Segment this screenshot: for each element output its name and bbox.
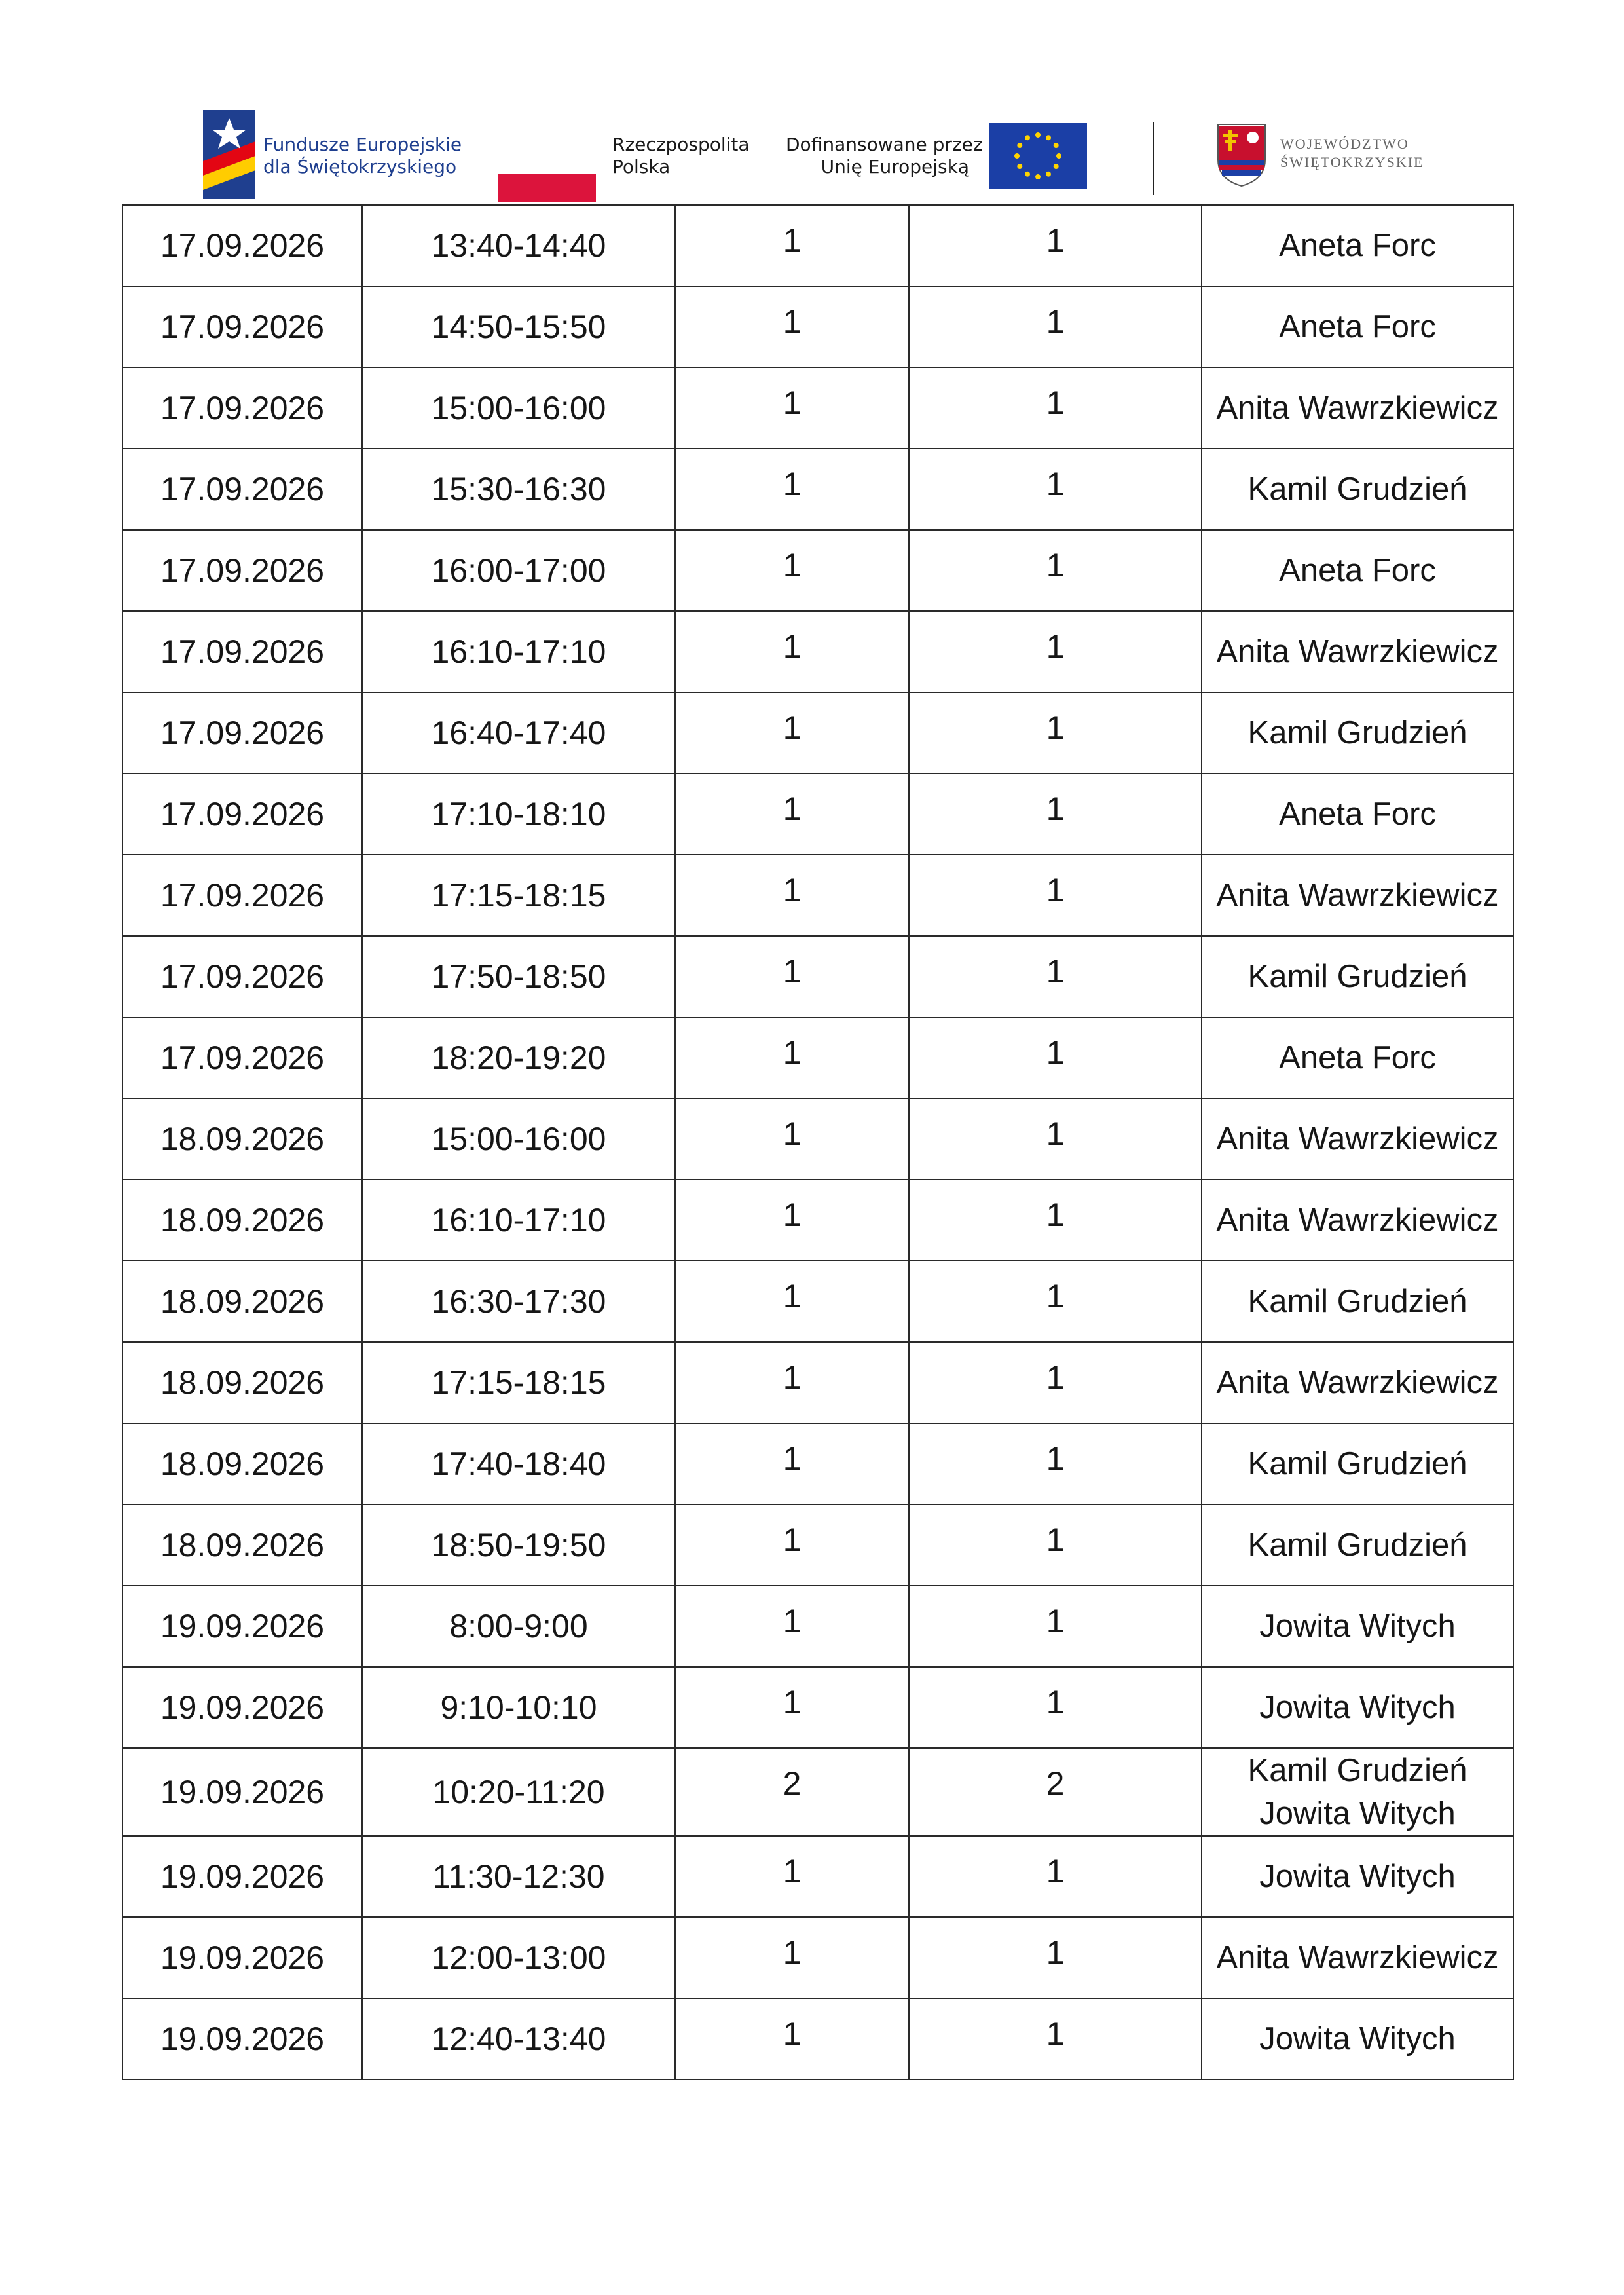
teacher-cell xyxy=(1202,1342,1513,1423)
table-row xyxy=(122,1586,1513,1667)
teacher-name: Aneta Forc xyxy=(1279,309,1436,345)
table-row xyxy=(122,1423,1513,1504)
teacher-cell xyxy=(1202,1917,1513,1998)
teacher-cell xyxy=(1202,692,1513,774)
time-cell: 15:00-16:00 xyxy=(362,1098,675,1180)
teacher-name: Aneta Forc xyxy=(1279,796,1436,832)
date-cell: 17.09.2026 xyxy=(122,286,362,367)
teacher-name: Kamil Grudzień xyxy=(1247,1527,1467,1563)
teacher-name: Kamil Grudzień xyxy=(1247,959,1467,994)
count-cell: 1 xyxy=(909,936,1202,1017)
teacher-name: Aneta Forc xyxy=(1279,1040,1436,1075)
wojewodztwo-label xyxy=(1280,135,1424,172)
teacher-name: Anita Wawrzkiewicz xyxy=(1216,390,1499,426)
table-row xyxy=(122,1748,1513,1836)
table-row xyxy=(122,1180,1513,1261)
time-cell: 16:10-17:10 xyxy=(362,1180,675,1261)
rp-line-2: Polska xyxy=(612,156,671,177)
table-row xyxy=(122,1667,1513,1748)
teacher-cell xyxy=(1202,1667,1513,1748)
count-cell: 1 xyxy=(909,1342,1202,1423)
count-cell: 1 xyxy=(909,530,1202,611)
teacher-cell xyxy=(1202,1261,1513,1342)
teacher-cell xyxy=(1202,855,1513,936)
count-cell: 1 xyxy=(675,530,909,611)
table-row xyxy=(122,449,1513,530)
count-cell: 1 xyxy=(909,1261,1202,1342)
count-cell: 1 xyxy=(909,286,1202,367)
rzeczpospolita-label xyxy=(612,134,750,178)
teacher-name: Aneta Forc xyxy=(1279,553,1436,588)
time-cell: 17:10-18:10 xyxy=(362,774,675,855)
woj-line-1: WOJEWÓDZTWO xyxy=(1280,136,1409,152)
date-cell: 17.09.2026 xyxy=(122,530,362,611)
teacher-cell xyxy=(1202,205,1513,286)
teacher-cell xyxy=(1202,1748,1513,1836)
table-row xyxy=(122,936,1513,1017)
teacher-cell xyxy=(1202,449,1513,530)
date-cell: 18.09.2026 xyxy=(122,1342,362,1423)
date-cell: 19.09.2026 xyxy=(122,1667,362,1748)
teacher-cell xyxy=(1202,1017,1513,1098)
count-cell: 1 xyxy=(675,1098,909,1180)
eu-flag-icon xyxy=(989,123,1087,189)
count-cell: 1 xyxy=(909,1917,1202,1998)
eu-star-icon xyxy=(1046,172,1051,177)
count-cell: 1 xyxy=(909,1586,1202,1667)
eu-star-icon xyxy=(1054,143,1059,148)
count-cell: 1 xyxy=(909,611,1202,692)
teacher-cell xyxy=(1202,774,1513,855)
time-cell: 16:40-17:40 xyxy=(362,692,675,774)
time-cell: 15:00-16:00 xyxy=(362,367,675,449)
teacher-name: Jowita Witych xyxy=(1259,2021,1456,2057)
date-cell: 17.09.2026 xyxy=(122,205,362,286)
teacher-cell xyxy=(1202,611,1513,692)
date-cell: 18.09.2026 xyxy=(122,1098,362,1180)
teacher-name: Jowita Witych xyxy=(1259,1690,1456,1725)
count-cell: 1 xyxy=(909,1423,1202,1504)
time-cell: 10:20-11:20 xyxy=(362,1748,675,1836)
ue-line-1: Dofinansowane przez xyxy=(786,134,983,155)
eu-star-icon xyxy=(1025,172,1030,177)
count-cell: 1 xyxy=(675,1180,909,1261)
rp-line-1: Rzeczpospolita xyxy=(612,134,750,155)
teacher-name: Jowita Witych xyxy=(1259,1796,1456,1831)
teacher-name: Jowita Witych xyxy=(1259,1609,1456,1644)
teacher-name: Aneta Forc xyxy=(1279,228,1436,263)
teacher-cell xyxy=(1202,1504,1513,1586)
teacher-cell xyxy=(1202,936,1513,1017)
table-row xyxy=(122,774,1513,855)
date-cell: 19.09.2026 xyxy=(122,1998,362,2080)
polish-flag-icon xyxy=(498,145,596,202)
count-cell: 1 xyxy=(675,855,909,936)
table-row xyxy=(122,1098,1513,1180)
count-cell: 1 xyxy=(675,1998,909,2080)
count-cell: 1 xyxy=(909,774,1202,855)
count-cell: 1 xyxy=(675,1504,909,1586)
date-cell: 18.09.2026 xyxy=(122,1504,362,1586)
time-cell: 16:10-17:10 xyxy=(362,611,675,692)
time-cell: 17:15-18:15 xyxy=(362,1342,675,1423)
teacher-cell xyxy=(1202,286,1513,367)
table-row xyxy=(122,1998,1513,2080)
time-cell: 17:15-18:15 xyxy=(362,855,675,936)
time-cell: 15:30-16:30 xyxy=(362,449,675,530)
eu-star-icon xyxy=(1035,174,1041,179)
count-cell: 1 xyxy=(675,692,909,774)
teacher-cell xyxy=(1202,1836,1513,1917)
time-cell: 17:40-18:40 xyxy=(362,1423,675,1504)
header-divider xyxy=(1153,122,1154,195)
table-row xyxy=(122,1261,1513,1342)
wojewodztwo-crest-icon xyxy=(1215,122,1268,187)
time-cell: 14:50-15:50 xyxy=(362,286,675,367)
logo-strip xyxy=(196,110,1428,202)
eu-star-icon xyxy=(1035,132,1041,138)
count-cell: 1 xyxy=(675,1423,909,1504)
count-cell: 1 xyxy=(675,1586,909,1667)
teacher-cell xyxy=(1202,367,1513,449)
date-cell: 19.09.2026 xyxy=(122,1836,362,1917)
time-cell: 17:50-18:50 xyxy=(362,936,675,1017)
time-cell: 16:30-17:30 xyxy=(362,1261,675,1342)
count-cell: 1 xyxy=(675,936,909,1017)
teacher-cell xyxy=(1202,530,1513,611)
woj-line-2: ŚWIĘTOKRZYSKIE xyxy=(1280,154,1424,170)
date-cell: 19.09.2026 xyxy=(122,1748,362,1836)
count-cell: 1 xyxy=(675,1836,909,1917)
count-cell: 1 xyxy=(675,1342,909,1423)
eu-star-icon xyxy=(1025,135,1030,140)
count-cell: 1 xyxy=(675,1917,909,1998)
count-cell: 1 xyxy=(675,449,909,530)
time-cell: 16:00-17:00 xyxy=(362,530,675,611)
teacher-cell xyxy=(1202,1098,1513,1180)
table-row xyxy=(122,692,1513,774)
teacher-name: Anita Wawrzkiewicz xyxy=(1216,1203,1499,1238)
eu-star-icon xyxy=(1056,153,1061,159)
table-row xyxy=(122,205,1513,286)
table-row xyxy=(122,1836,1513,1917)
table-row xyxy=(122,1017,1513,1098)
teacher-name: Kamil Grudzień xyxy=(1247,1753,1467,1788)
table-row xyxy=(122,1342,1513,1423)
count-cell: 1 xyxy=(675,286,909,367)
count-cell: 1 xyxy=(909,1098,1202,1180)
date-cell: 17.09.2026 xyxy=(122,855,362,936)
eu-star-icon xyxy=(1017,164,1022,169)
count-cell: 1 xyxy=(675,1667,909,1748)
time-cell: 18:20-19:20 xyxy=(362,1017,675,1098)
fundusze-europejskie-label xyxy=(263,134,462,178)
eu-star-icon xyxy=(1046,135,1051,140)
table-row xyxy=(122,367,1513,449)
table-row xyxy=(122,611,1513,692)
count-cell: 1 xyxy=(909,1667,1202,1748)
date-cell: 17.09.2026 xyxy=(122,936,362,1017)
time-cell: 11:30-12:30 xyxy=(362,1836,675,1917)
count-cell: 1 xyxy=(909,1836,1202,1917)
count-cell: 2 xyxy=(909,1748,1202,1836)
teacher-name: Kamil Grudzień xyxy=(1247,715,1467,751)
eu-funding-label xyxy=(786,134,983,178)
count-cell: 1 xyxy=(675,205,909,286)
teacher-name: Anita Wawrzkiewicz xyxy=(1216,878,1499,913)
time-cell: 18:50-19:50 xyxy=(362,1504,675,1586)
teacher-name: Kamil Grudzień xyxy=(1247,1446,1467,1482)
eu-star-icon xyxy=(1054,164,1059,169)
teacher-name: Anita Wawrzkiewicz xyxy=(1216,1121,1499,1157)
time-cell: 8:00-9:00 xyxy=(362,1586,675,1667)
table-row xyxy=(122,286,1513,367)
date-cell: 17.09.2026 xyxy=(122,692,362,774)
date-cell: 18.09.2026 xyxy=(122,1180,362,1261)
fundusze-europejskie-logo-icon xyxy=(203,110,255,199)
time-cell: 9:10-10:10 xyxy=(362,1667,675,1748)
count-cell: 1 xyxy=(909,855,1202,936)
date-cell: 17.09.2026 xyxy=(122,774,362,855)
eu-star-icon xyxy=(1014,153,1020,159)
teacher-name: Anita Wawrzkiewicz xyxy=(1216,1940,1499,1975)
count-cell: 1 xyxy=(675,611,909,692)
count-cell: 1 xyxy=(909,449,1202,530)
table-row xyxy=(122,1917,1513,1998)
date-cell: 17.09.2026 xyxy=(122,449,362,530)
count-cell: 1 xyxy=(675,1261,909,1342)
count-cell: 2 xyxy=(675,1748,909,1836)
teacher-name: Kamil Grudzień xyxy=(1247,1284,1467,1319)
count-cell: 1 xyxy=(909,205,1202,286)
schedule-table xyxy=(122,204,1514,2080)
table-row xyxy=(122,855,1513,936)
time-cell: 12:00-13:00 xyxy=(362,1917,675,1998)
date-cell: 17.09.2026 xyxy=(122,367,362,449)
time-cell: 13:40-14:40 xyxy=(362,205,675,286)
teacher-cell xyxy=(1202,1998,1513,2080)
count-cell: 1 xyxy=(675,1017,909,1098)
date-cell: 19.09.2026 xyxy=(122,1917,362,1998)
teacher-cell xyxy=(1202,1586,1513,1667)
count-cell: 1 xyxy=(909,692,1202,774)
date-cell: 18.09.2026 xyxy=(122,1261,362,1342)
teacher-cell xyxy=(1202,1180,1513,1261)
teacher-name: Kamil Grudzień xyxy=(1247,472,1467,507)
date-cell: 17.09.2026 xyxy=(122,611,362,692)
count-cell: 1 xyxy=(909,1998,1202,2080)
date-cell: 18.09.2026 xyxy=(122,1423,362,1504)
date-cell: 19.09.2026 xyxy=(122,1586,362,1667)
count-cell: 1 xyxy=(909,367,1202,449)
eu-star-icon xyxy=(1017,143,1022,148)
fe-line-2: dla Świętokrzyskiego xyxy=(263,156,457,177)
table-row xyxy=(122,530,1513,611)
date-cell: 17.09.2026 xyxy=(122,1017,362,1098)
time-cell: 12:40-13:40 xyxy=(362,1998,675,2080)
count-cell: 1 xyxy=(675,774,909,855)
teacher-name: Jowita Witych xyxy=(1259,1859,1456,1894)
count-cell: 1 xyxy=(909,1180,1202,1261)
schedule-body xyxy=(122,205,1513,2080)
count-cell: 1 xyxy=(909,1504,1202,1586)
count-cell: 1 xyxy=(675,367,909,449)
teacher-name: Anita Wawrzkiewicz xyxy=(1216,1365,1499,1400)
fe-line-1: Fundusze Europejskie xyxy=(263,134,462,155)
ue-line-2: Unię Europejską xyxy=(821,156,969,177)
table-row xyxy=(122,1504,1513,1586)
teacher-cell xyxy=(1202,1423,1513,1504)
teacher-name: Anita Wawrzkiewicz xyxy=(1216,634,1499,669)
count-cell: 1 xyxy=(909,1017,1202,1098)
